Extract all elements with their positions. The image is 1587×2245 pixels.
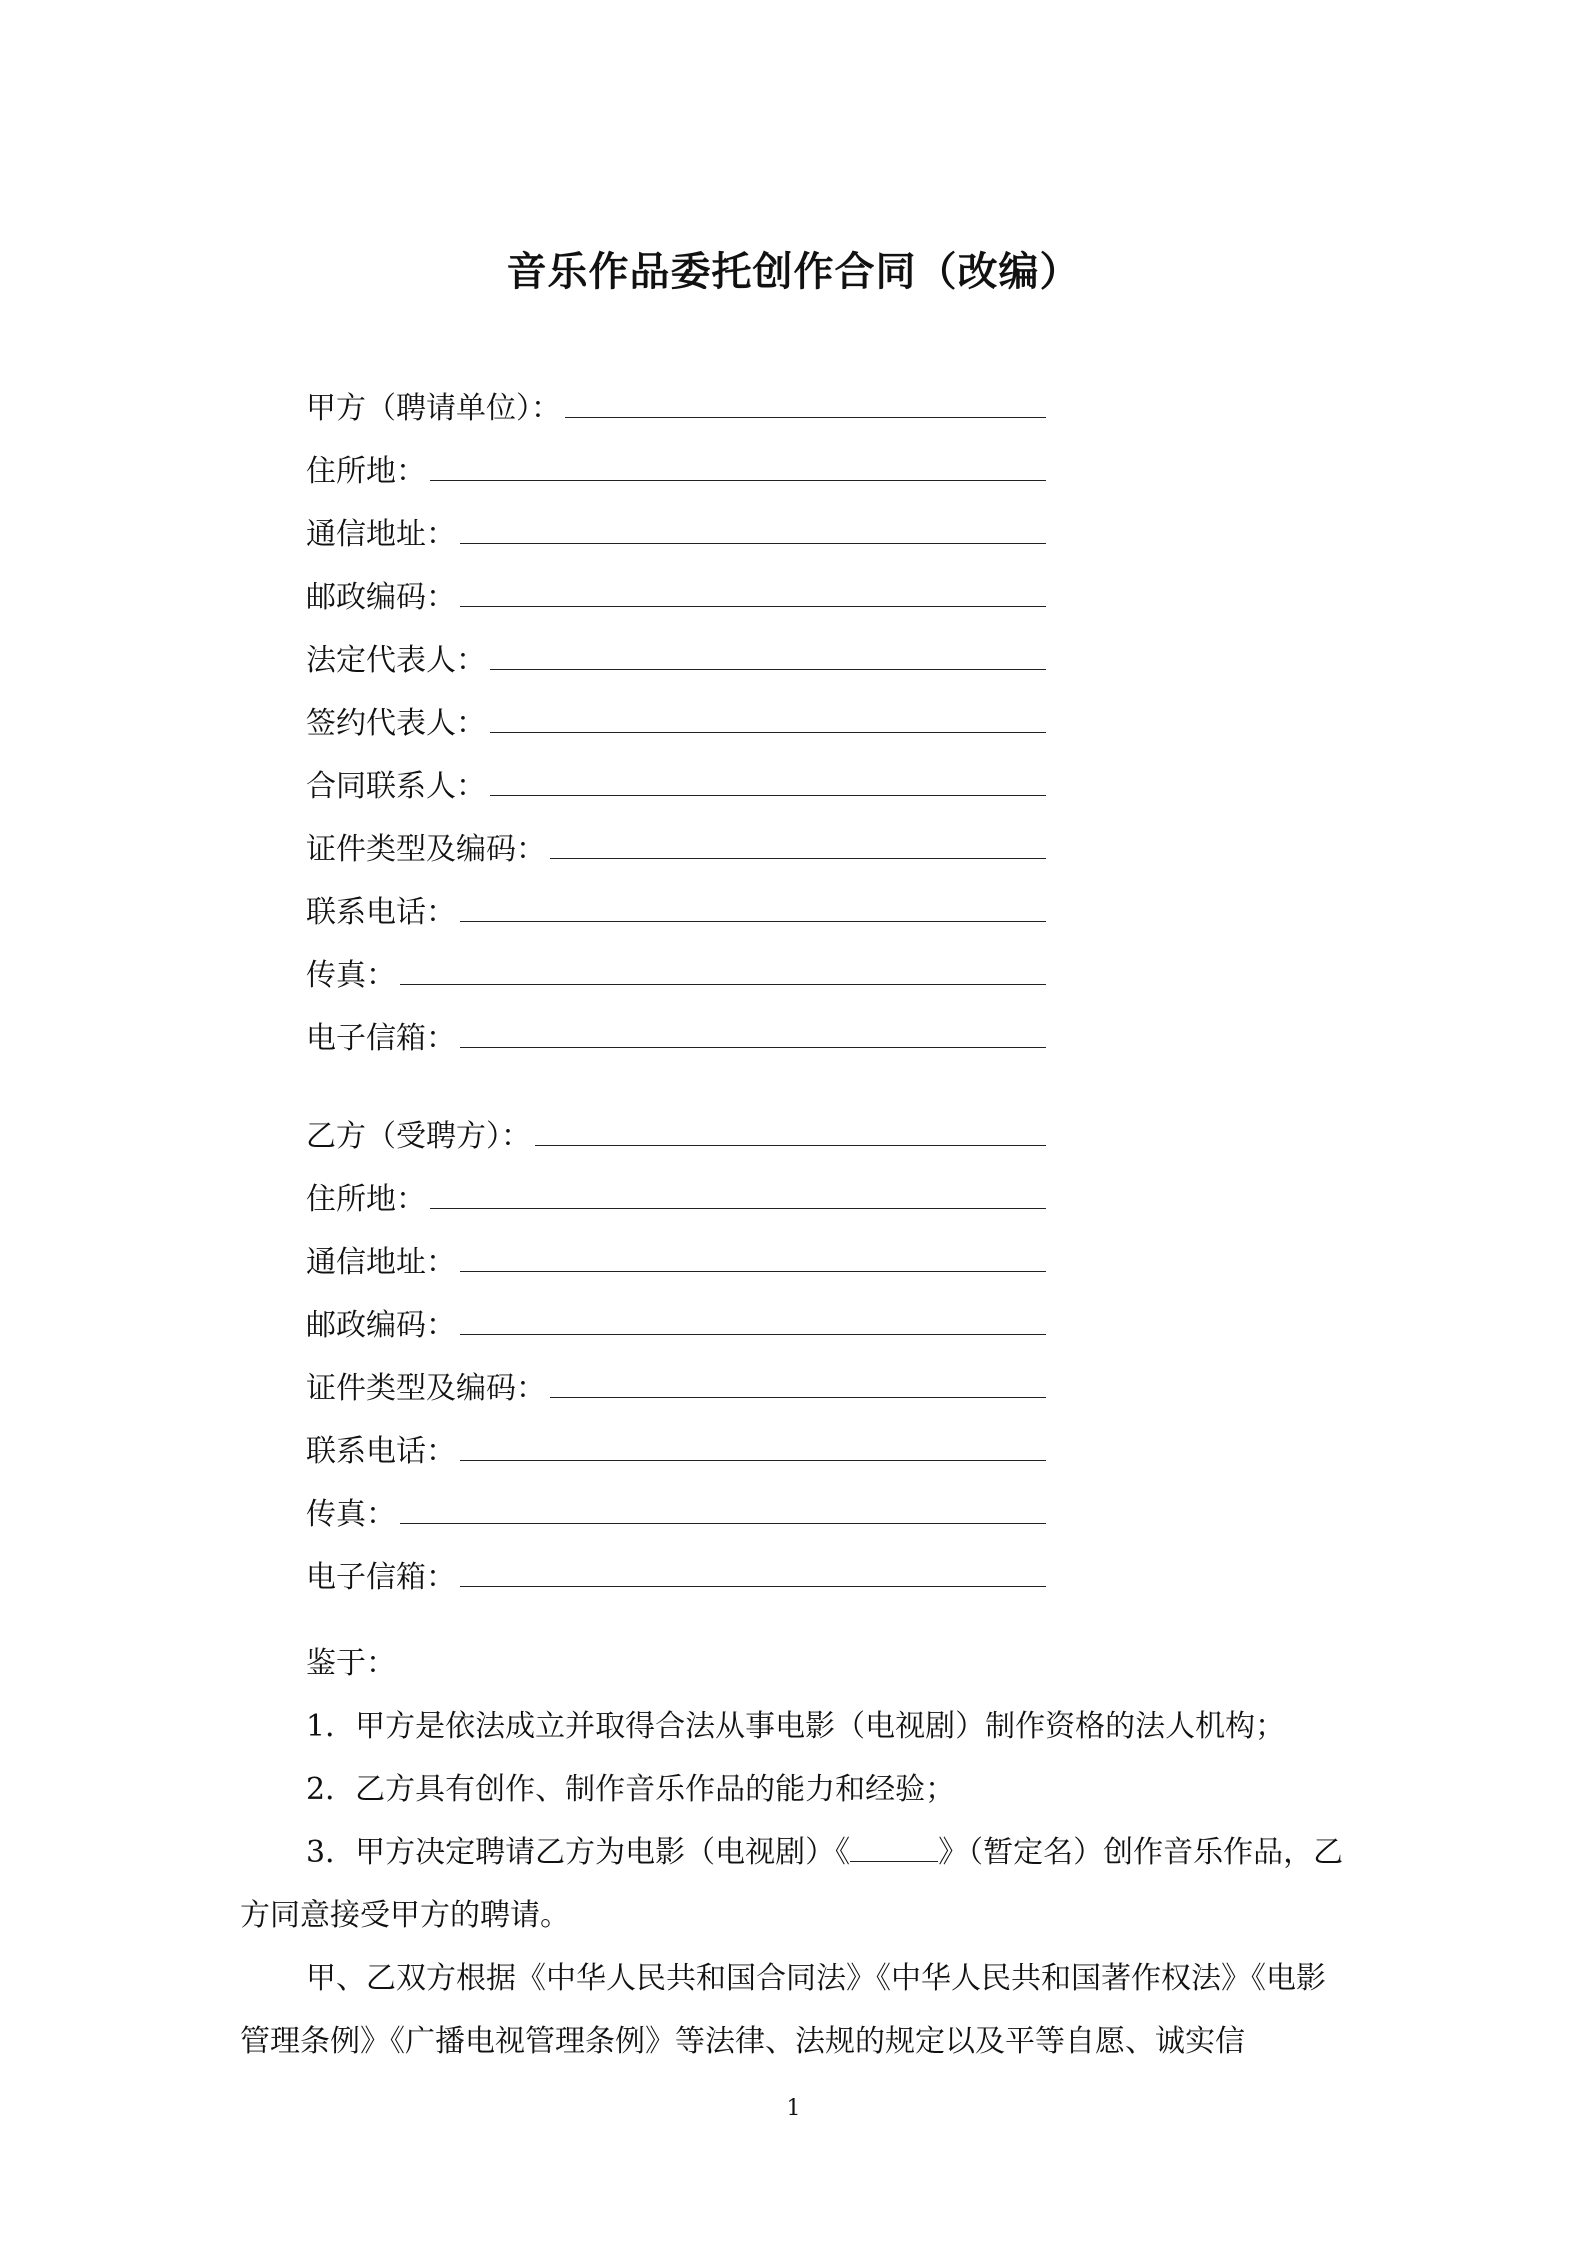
party-b-field <box>306 1470 1046 1533</box>
fill-in-line <box>430 1208 1046 1209</box>
recitals-heading: 鉴于： <box>306 1646 396 1681</box>
field-label: 邮政编码： <box>306 1308 456 1343</box>
party-a-field <box>306 868 1046 931</box>
agreement-paragraph: 甲、乙双方根据《中华人民共和国合同法》《中华人民共和国著作权法》《电影管理条例》《广播电视管理条例》等法律、法规的规定以及平等自愿、诚实信 <box>240 1961 1326 2059</box>
fill-in-line <box>490 669 1046 670</box>
fill-in-line <box>460 606 1046 607</box>
party-a-field <box>306 742 1046 805</box>
field-label: 法定代表人： <box>306 643 486 678</box>
fill-in-line <box>535 1145 1046 1146</box>
party-b-field <box>306 1281 1046 1344</box>
recital-item-1: 1．甲方是依法成立并取得合法从事电影（电视剧）制作资格的法人机构； <box>306 1709 1286 1744</box>
party-a-field <box>306 364 1046 427</box>
field-label: 乙方（受聘方）： <box>306 1119 531 1154</box>
recital-item-3-start: 3．甲方决定聘请乙方为电影（电视剧）《 <box>306 1835 851 1870</box>
fill-in-line <box>460 1047 1046 1048</box>
fill-in-line <box>490 795 1046 796</box>
field-label: 住所地： <box>306 454 426 489</box>
fill-in-line <box>460 1334 1046 1335</box>
field-label: 联系电话： <box>306 1434 456 1469</box>
page-number: 1 <box>786 2096 801 2121</box>
party-a-field <box>306 679 1046 742</box>
field-label: 合同联系人： <box>306 769 486 804</box>
party-b-section <box>306 1092 1046 1596</box>
contract-body <box>240 1632 1350 2073</box>
fill-in-line <box>460 1460 1046 1461</box>
party-b-field <box>306 1092 1046 1155</box>
field-label: 通信地址： <box>306 1245 456 1280</box>
party-b-field <box>306 1407 1046 1470</box>
party-a-field <box>306 616 1046 679</box>
party-a-field <box>306 490 1046 553</box>
party-b-field <box>306 1533 1046 1596</box>
fill-in-line <box>460 543 1046 544</box>
field-label: 住所地： <box>306 1182 426 1217</box>
fill-in-line <box>550 1397 1046 1398</box>
field-label: 签约代表人： <box>306 706 486 741</box>
party-a-field <box>306 994 1046 1057</box>
party-a-field <box>306 931 1046 994</box>
field-label: 证件类型及编码： <box>306 1371 546 1406</box>
fill-in-line <box>460 1586 1046 1587</box>
fill-in-line <box>460 1271 1046 1272</box>
recital-item-2: 2．乙方具有创作、制作音乐作品的能力和经验； <box>306 1772 956 1807</box>
field-label: 电子信箱： <box>306 1021 456 1056</box>
party-a-field <box>306 553 1046 616</box>
party-b-field <box>306 1344 1046 1407</box>
field-label: 甲方（聘请单位）： <box>306 391 561 426</box>
field-label: 电子信箱： <box>306 1560 456 1595</box>
fill-in-line <box>400 984 1046 985</box>
fill-in-line <box>460 921 1046 922</box>
field-label: 邮政编码： <box>306 580 456 615</box>
field-label: 联系电话： <box>306 895 456 930</box>
party-a-section <box>306 364 1046 1057</box>
field-label: 证件类型及编码： <box>306 832 546 867</box>
party-b-field <box>306 1155 1046 1218</box>
fill-in-line <box>490 732 1046 733</box>
recital-item-3-end: 》（暂定名）创作音乐作品，乙方同意接受甲方的聘请。 <box>240 1835 1344 1933</box>
field-label: 传真： <box>306 1497 396 1532</box>
field-label: 通信地址： <box>306 517 456 552</box>
recital-item-3 <box>240 1821 1350 1947</box>
fill-in-line <box>400 1523 1046 1524</box>
party-a-field <box>306 805 1046 868</box>
film-title-blank <box>850 1833 938 1862</box>
fill-in-line <box>565 417 1046 418</box>
fill-in-line <box>550 858 1046 859</box>
page-title: 音乐作品委托创作合同（改编） <box>506 248 1081 295</box>
fill-in-line <box>430 480 1046 481</box>
party-a-field <box>306 427 1046 490</box>
party-b-field <box>306 1218 1046 1281</box>
field-label: 传真： <box>306 958 396 993</box>
